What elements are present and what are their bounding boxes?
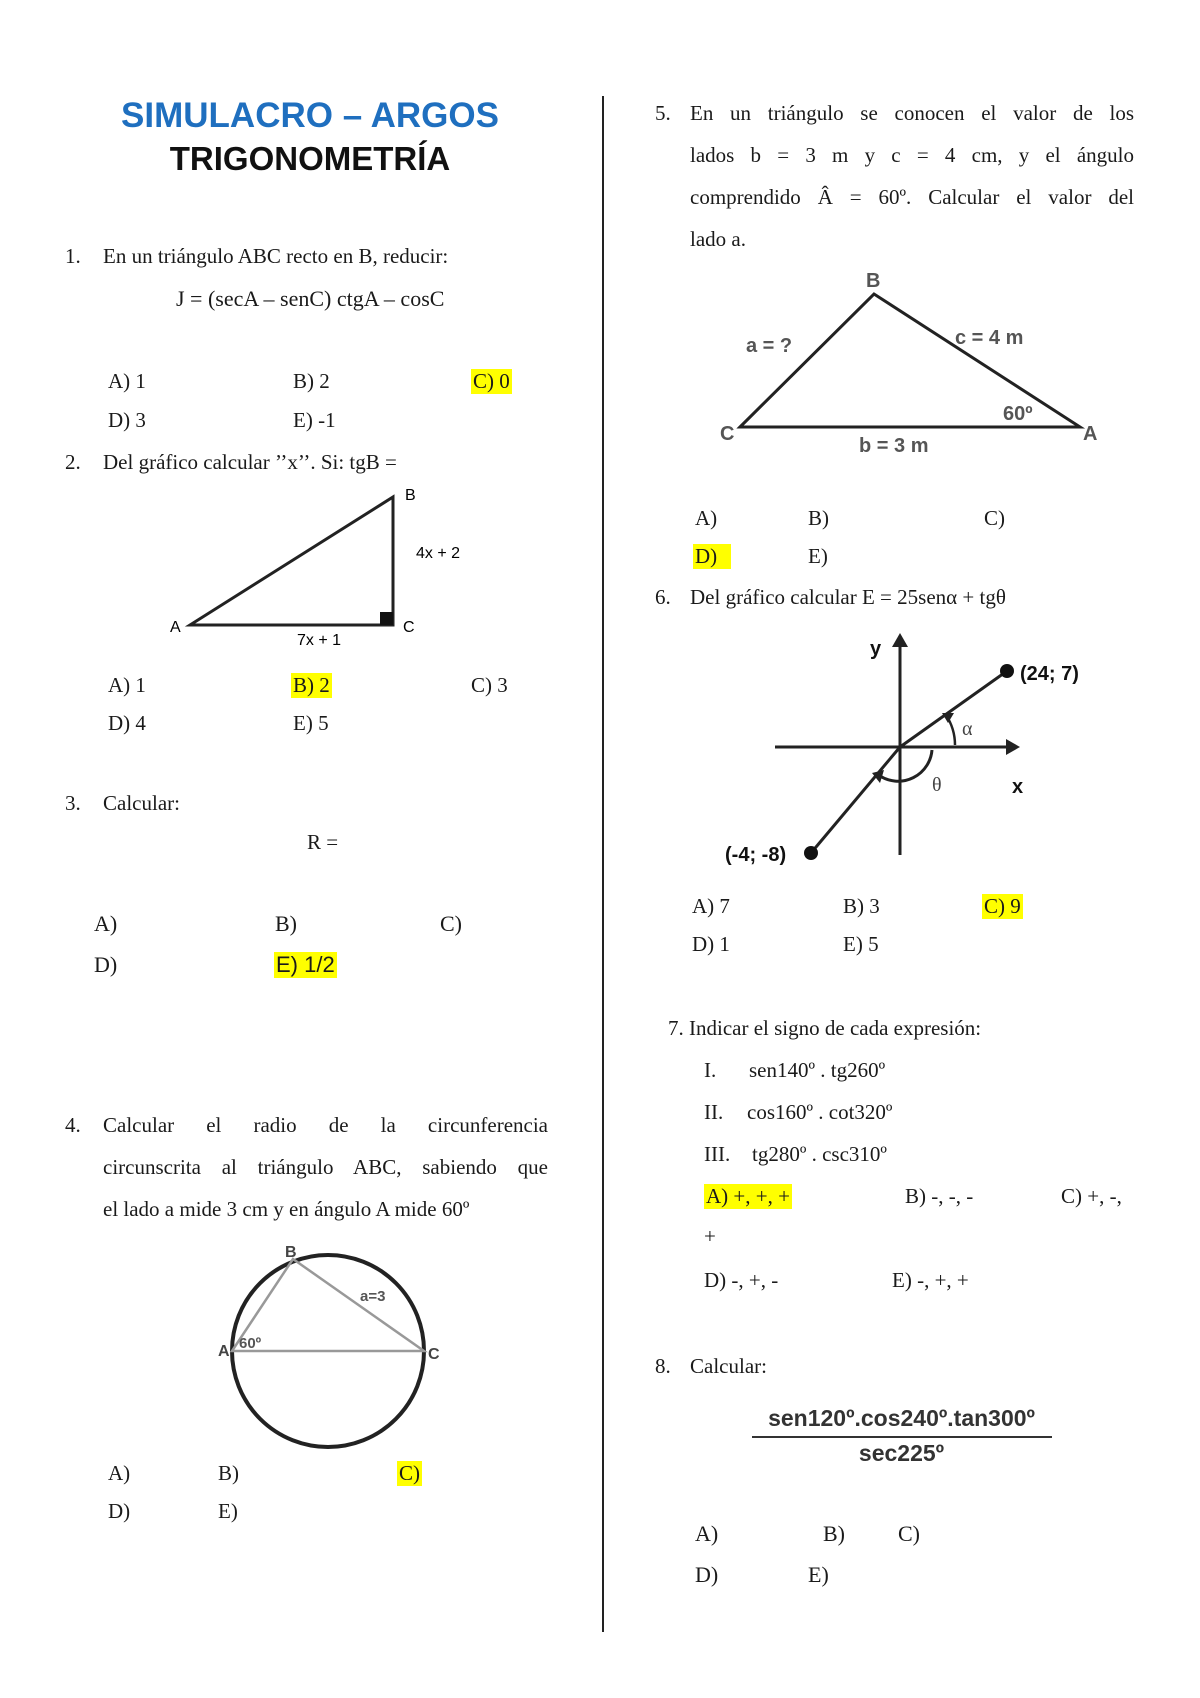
q7-item-i-number: I. [704,1058,717,1082]
q2-option-e[interactable]: E) 5 [293,711,329,735]
q5-side-b-label: b = 3 m [859,435,929,457]
q3-formula: R = [307,830,339,854]
q6-alpha-label: α [962,718,973,740]
q4-option-c[interactable]: C) [399,1461,420,1485]
q7-option-e[interactable]: E) -, +, + [892,1268,969,1292]
q1-text: En un triángulo ABC recto en B, reducir: [103,244,449,268]
q5-text-line3: comprendido Â = 60º. Calcular el valor del [690,185,1134,209]
page-title: SIMULACRO – ARGOS [121,96,499,135]
q2-triangle-figure [160,485,461,649]
q5-label-a: A [1083,423,1098,445]
q6-label-x: x [1012,776,1024,798]
q1-option-c[interactable]: C) 0 [473,369,510,393]
q2-number: 2. [65,450,81,474]
q5-option-e[interactable]: E) [808,544,828,568]
q5-label-b: B [866,270,881,292]
q6-theta-label: θ [932,774,942,796]
q7-option-b[interactable]: B) -, -, - [905,1184,974,1208]
q8-option-c[interactable]: C) [898,1521,920,1546]
q3-option-d[interactable]: D) [94,952,118,977]
q2-option-d[interactable]: D) 4 [108,711,146,735]
q2-side-label: 4x + 2 [416,545,461,562]
q3-option-b[interactable]: B) [275,911,297,936]
q8-option-b[interactable]: B) [823,1521,845,1546]
q2-option-b[interactable]: B) 2 [293,673,330,697]
q4-option-a[interactable]: A) [108,1461,131,1485]
q6-ray-theta [811,747,900,853]
q6-point-1-label: (24; 7) [1020,663,1079,685]
q5-option-b[interactable]: B) [808,506,829,530]
q5-number: 5. [655,101,671,125]
q6-option-c[interactable]: C) 9 [984,894,1021,918]
q5-text-line4: lado a. [690,227,746,251]
q1-option-e[interactable]: E) -1 [293,408,336,432]
q2-label-a: A [170,619,181,636]
q2-option-c[interactable]: C) 3 [471,673,508,697]
q4-label-a: A [218,1343,230,1360]
q2-triangle [190,497,393,625]
q8-fraction-bar [752,1436,1052,1438]
q6-option-e[interactable]: E) 5 [843,932,879,956]
q7-item-i: sen140º . tg260º [749,1058,886,1082]
q1-option-a[interactable]: A) 1 [108,369,146,393]
q5-side-c-label: c = 4 m [955,327,1024,349]
q6-alpha-arrowhead [942,713,954,723]
q4-text-line1: Calcular el radio de la circunferencia [103,1113,548,1137]
q4-circle-figure [210,1245,460,1455]
q7-item-ii-number: II. [704,1100,724,1124]
q7-item-iii-number: III. [704,1142,731,1166]
q6-point-2-label: (-4; -8) [725,844,787,866]
q8-denominator: sec225º [858,1440,945,1466]
q4-text-line2: circunscrita al triángulo ABC, sabiendo que [103,1155,548,1179]
q4-label-c: C [428,1346,440,1363]
q5-angle-label: 60º [1003,403,1033,425]
q5-triangle-figure [715,262,1105,462]
q2-option-a[interactable]: A) 1 [108,673,146,697]
q8-text: Calcular: [690,1354,767,1378]
q5-text-line2: lados b = 3 m y c = 4 cm, y el ángulo [690,143,1134,167]
q3-option-e[interactable]: E) 1/2 [276,952,335,977]
q4-option-b[interactable]: B) [218,1461,239,1485]
q2-text: Del gráfico calcular ’’x’’. Si: tgB = [103,450,397,474]
q8-option-a[interactable]: A) [695,1521,719,1546]
q7-text: 7. Indicar el signo de cada expresión: [668,1016,982,1040]
q6-option-b[interactable]: B) 3 [843,894,880,918]
q8-numerator: sen120º.cos240º.tan300º [768,1405,1035,1431]
q3-text: Calcular: [103,791,180,815]
q6-axes-figure [710,625,1110,875]
q5-label-c: C [720,423,735,445]
q1-option-b[interactable]: B) 2 [293,369,330,393]
q2-label-b: B [405,487,416,504]
q1-option-d[interactable]: D) 3 [108,408,146,432]
q5-option-c[interactable]: C) [984,506,1005,530]
q1-formula: J = (secA – senC) ctgA – cosC [176,286,445,311]
page-subtitle: TRIGONOMETRÍA [169,140,451,177]
q7-option-c-continuation: + [704,1224,716,1248]
q7-option-c[interactable]: C) +, -, [1061,1184,1122,1208]
q4-text-line3: el lado a mide 3 cm y en ángulo A mide 60º [103,1197,470,1221]
q8-option-e[interactable]: E) [808,1562,829,1587]
q4-option-e[interactable]: E) [218,1499,238,1523]
q6-point-1 [1000,664,1014,678]
q3-option-c[interactable]: C) [440,911,462,936]
q4-angle-label: 60º [239,1335,262,1352]
q2-right-angle-mark [380,612,393,625]
q3-option-a[interactable]: A) [94,911,118,936]
q7-option-a[interactable]: A) +, +, + [706,1184,790,1208]
q6-option-d[interactable]: D) 1 [692,932,730,956]
column-divider [602,96,604,1632]
q3-number: 3. [65,791,81,815]
q6-theta-arc [880,750,932,781]
q6-option-a[interactable]: A) 7 [692,894,730,918]
q5-side-a-label: a = ? [746,335,793,357]
q6-number: 6. [655,585,671,609]
q1-number: 1. [65,244,81,268]
q5-text-line1: En un triángulo se conocen el valor de los [690,101,1134,125]
q4-label-b: B [285,1244,297,1261]
q4-option-d[interactable]: D) [108,1499,131,1523]
q2-label-c: C [403,619,415,636]
q7-item-ii: cos160º . cot320º [747,1100,893,1124]
q6-point-2 [804,846,818,860]
q6-x-arrow [1006,739,1020,755]
q8-option-d[interactable]: D) [695,1562,719,1587]
q6-y-arrow [892,633,908,647]
q7-option-d[interactable]: D) -, +, - [704,1268,779,1292]
q4-side-label: a=3 [360,1288,386,1305]
q4-number: 4. [65,1113,81,1137]
q5-option-a[interactable]: A) [695,506,718,530]
q5-option-d[interactable]: D) [693,544,731,569]
q2-base-label: 7x + 1 [297,632,342,649]
q7-item-iii: tg280º . csc310º [752,1142,887,1166]
q8-number: 8. [655,1354,671,1378]
q6-text: Del gráfico calcular E = 25senα + tgθ [690,585,1006,609]
q6-label-y: y [870,638,882,660]
